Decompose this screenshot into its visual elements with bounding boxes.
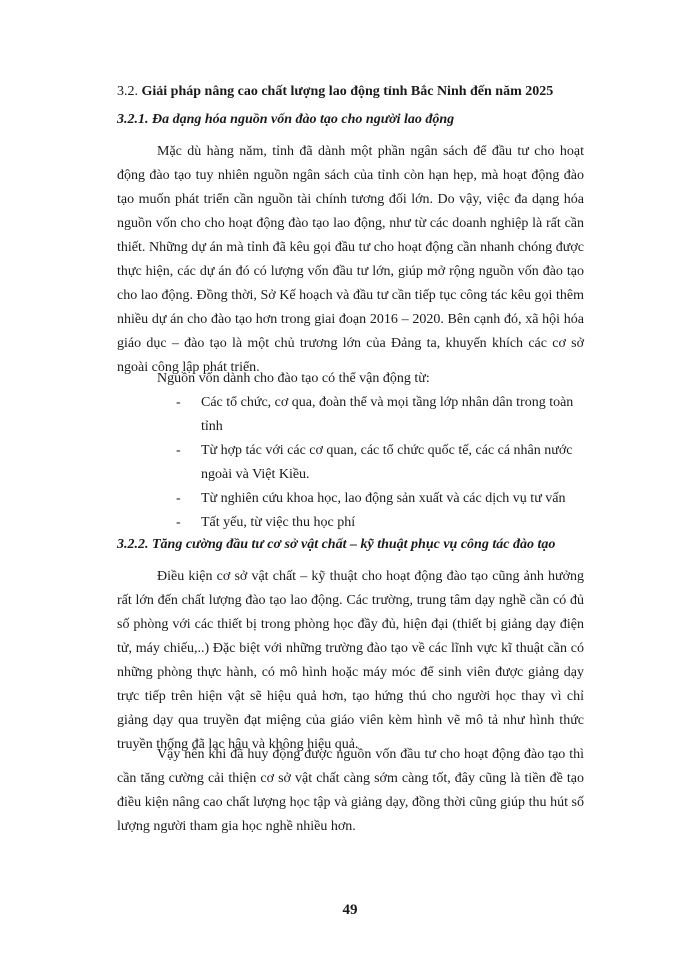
bullet-dash: - [176,395,181,410]
bullet-dash: - [176,515,181,530]
list-item-text: Các tổ chức, cơ qua, đoàn thể và mọi tầng lớp nhân dân trong toàn tỉnh [201,395,574,434]
section-heading-main [117,82,617,102]
paragraph-funding-sources-intro: Nguồn vốn dành cho đào tạo có thể vận động từ: [157,371,430,386]
bullet-dash: - [176,491,181,506]
section-title: Giải pháp nâng cao chất lượng lao động tỉnh Bắc Ninh đến năm 2025 [141,84,554,99]
list-item [176,391,584,439]
list-item [176,439,584,487]
list-item [176,487,584,511]
subsection-heading-1: 3.2.1. Đa dạng hóa nguồn vốn đào tạo cho người lao động [117,112,455,127]
funding-sources-list [176,391,584,535]
paragraph-infrastructure: Điều kiện cơ sở vật chất – kỹ thuật cho hoạt động đào tạo cũng ảnh hưởng rất lớn đến chất lượng đào tạo lao động. Các trường, trung tâm dạy nghề cần có đủ số phòng với các thiết bị trong phòng học đầy đủ, hiện đại (thiết bị giảng dạy điện tử, máy chiếu,..) Đặc biệt với những trường đào tạo về các lĩnh vực kĩ thuật cần có những phòng thực hành, có mô hình hoặc máy móc để sinh viên được giảng dạy trực tiếp trên hiện vật sẽ hiệu quả hơn, tạo hứng thú cho người học thay vì chỉ giảng dạy qua truyền đạt miệng của giáo viên kèm hình vẽ mô tả như hình thức truyền thống đã lạc hậu và không hiệu quả. [117,569,584,752]
list-item [176,511,584,535]
subsection-heading-2: 3.2.2. Tăng cường đầu tư cơ sở vật chất – kỹ thuật phục vụ công tác đào tạo [117,537,556,552]
list-item-text: Từ hợp tác với các cơ quan, các tổ chức quốc tế, các cá nhân nước ngoài và Việt Kiều. [201,443,573,482]
section-number: 3.2. [117,84,138,99]
list-item-text: Từ nghiên cứu khoa học, lao động sản xuất và các dịch vụ tư vấn [201,491,566,506]
bullet-dash: - [176,443,181,458]
page-number: 49 [342,902,358,918]
list-item-text: Tất yếu, từ việc thu học phí [201,515,356,530]
paragraph-infrastructure-conclusion: Vậy nên khi đã huy động được nguồn vốn đầu tư cho hoạt động đào tạo thì cần tăng cường cải thiện cơ sở vật chất càng sớm càng tốt, đây cũng là tiền đề tạo điều kiện nâng cao chất lượng học tập và giảng dạy, đồng thời cũng giúp thu hút số lượng người tham gia học nghề nhiều hơn. [117,747,584,834]
paragraph-funding-diversification: Mặc dù hàng năm, tỉnh đã dành một phần ngân sách để đầu tư cho hoạt động đào tạo tuy nhiên nguồn ngân sách của tỉnh còn hạn hẹp, mà hoạt động đào tạo muốn phát triển cần nguồn tài chính tương đối lớn. Do vậy, việc đa dạng hóa nguồn vốn cho cho hoạt động đào tạo lao động, như từ các doanh nghiệp là rất cần thiết. Những dự án mà tỉnh đã kêu gọi đầu tư cho hoạt động cần nhanh chóng được thực hiện, các dự án đó có lượng vốn đầu tư lớn, giúp mở rộng nguồn vốn đào tạo cho lao động. Đồng thời, Sở Kế hoạch và đầu tư cần tiếp tục công tác kêu gọi thêm nhiều dự án cho đào tạo hơn trong giai đoạn 2016 – 2020. Bên cạnh đó, xã hội hóa giáo dục – đào tạo là một chủ trương lớn của Đảng ta, khuyến khích các cơ sở ngoài công lập phát triển. [117,144,584,375]
